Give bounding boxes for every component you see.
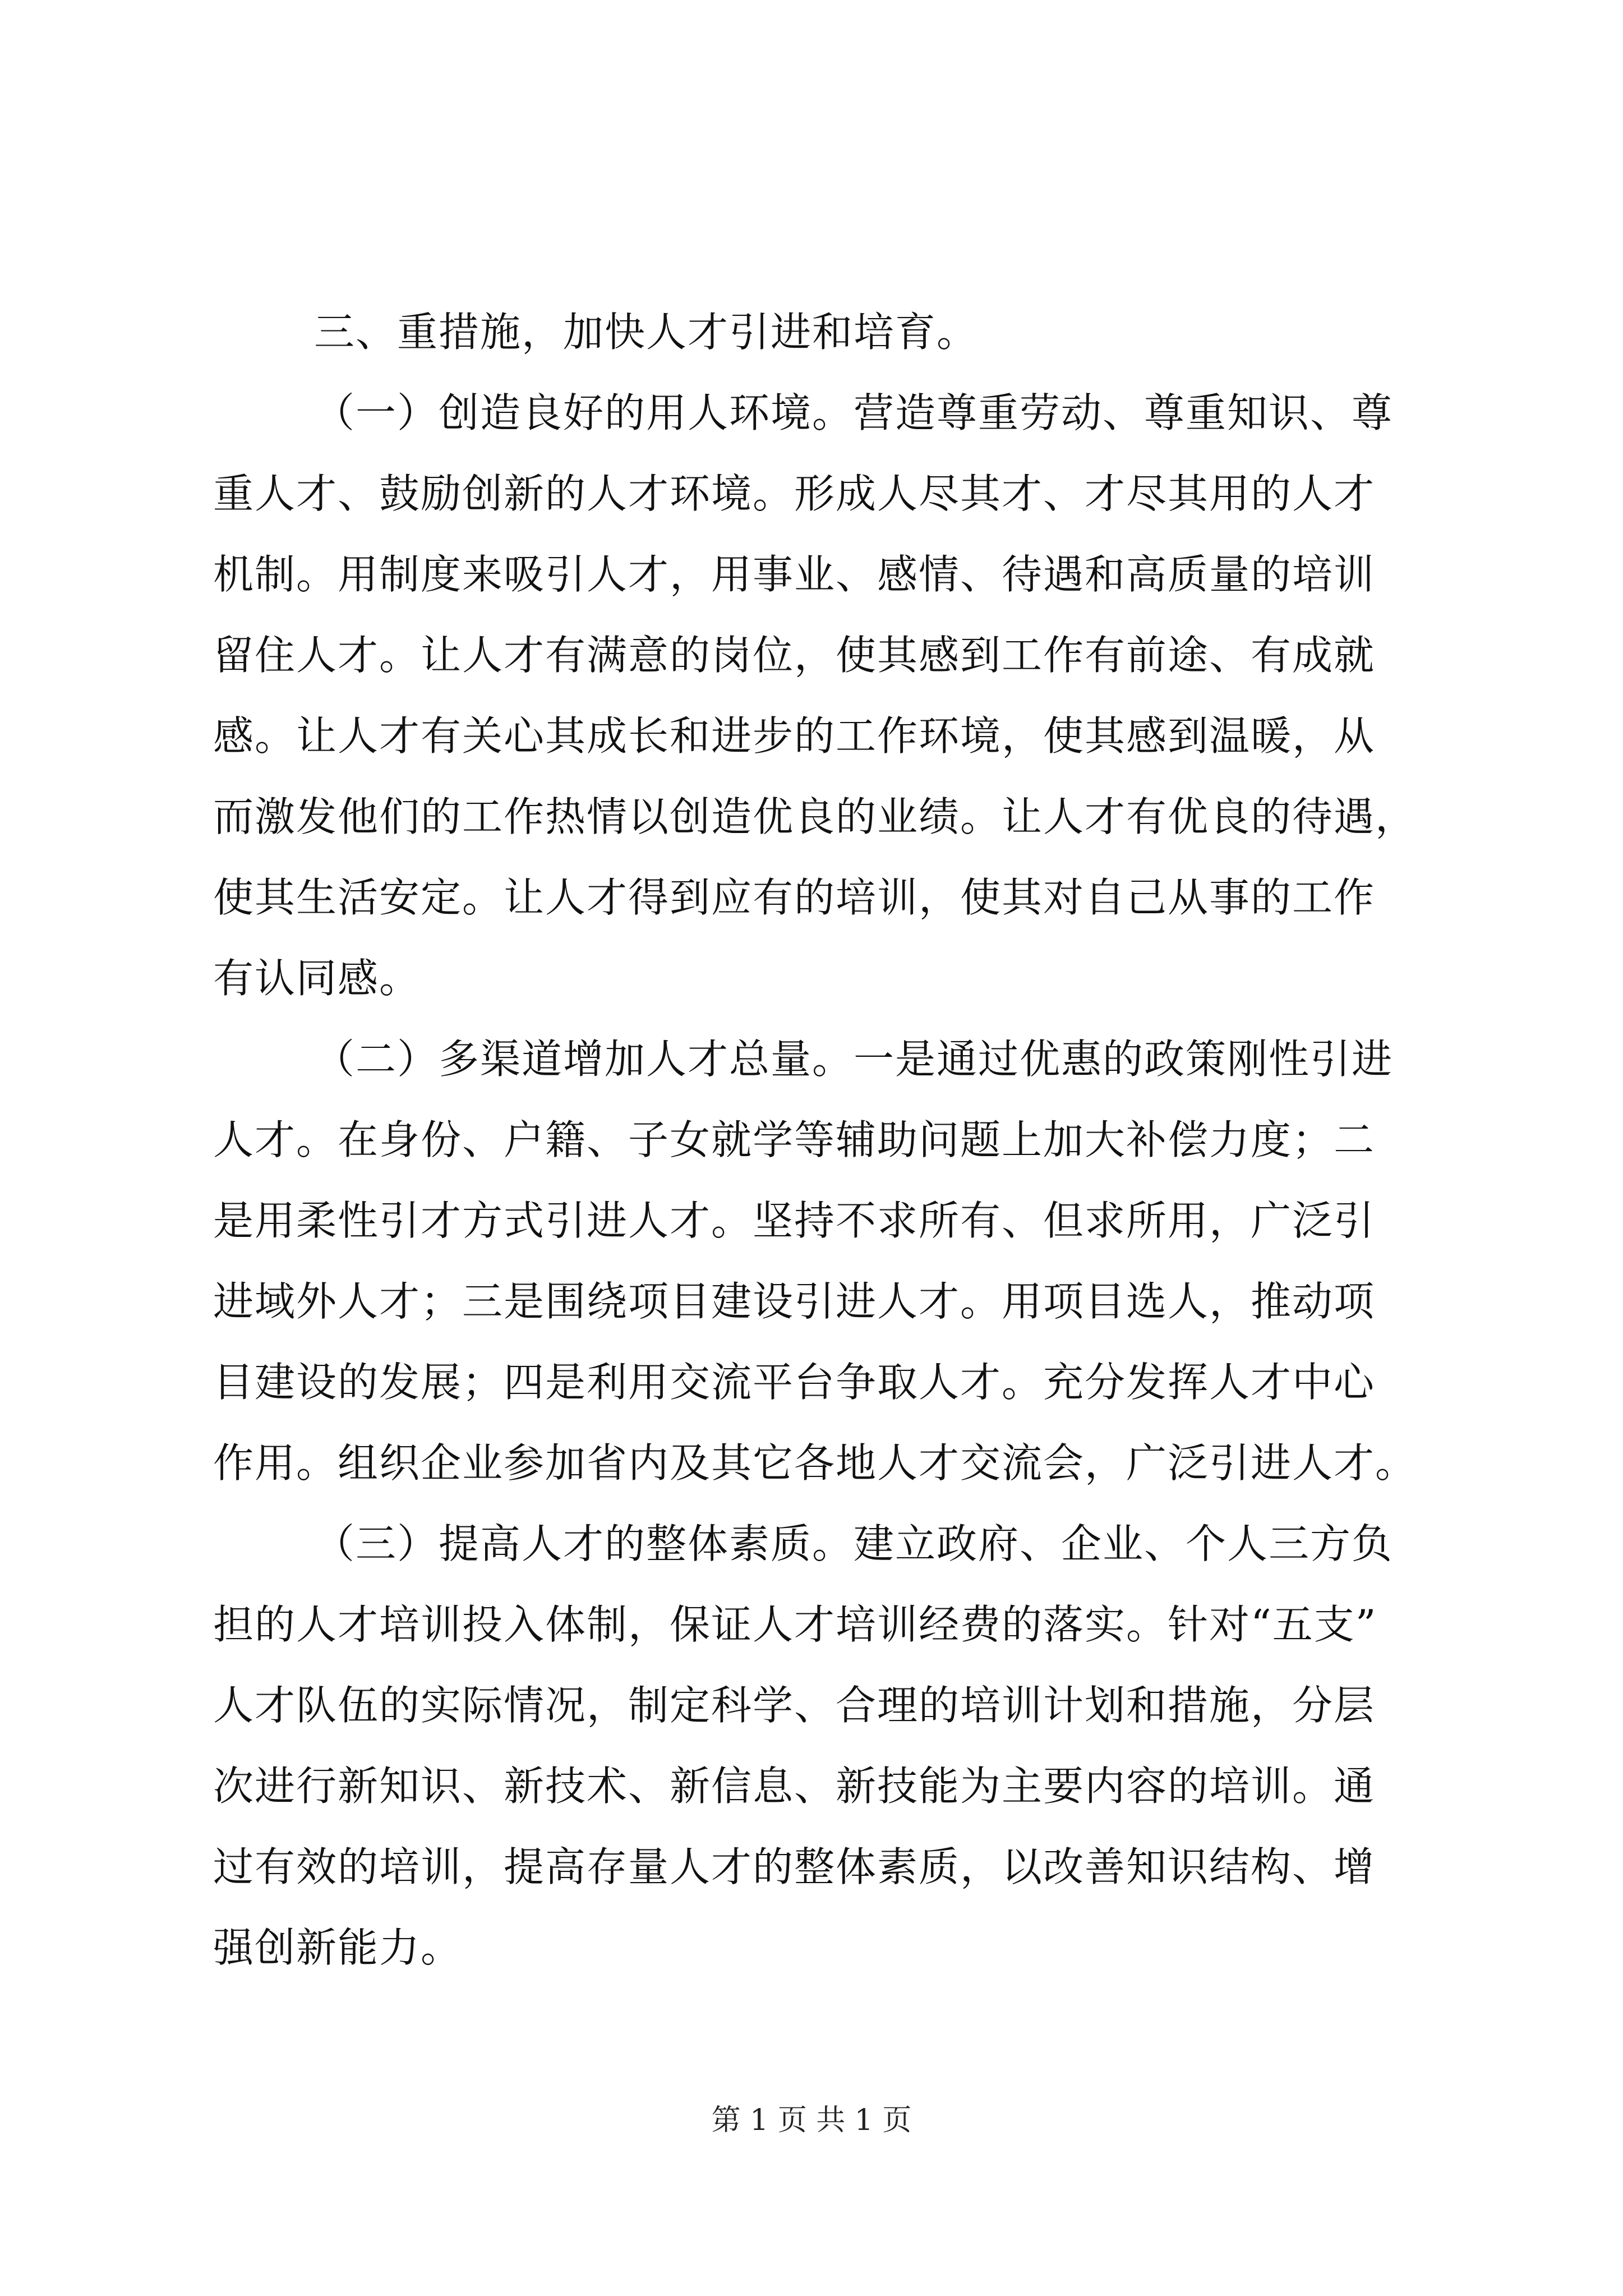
paragraph-1-line: 重人才、鼓励创新的人才环境。形成人尽其才、才尽其用的人才 <box>213 470 1376 517</box>
paragraph-2-line: 人才。在身份、户籍、子女就学等辅助问题上加大补偿力度；二 <box>213 1116 1376 1163</box>
paragraph-1-line: （一）创造良好的用人环境。营造尊重劳动、尊重知识、尊 <box>314 389 1394 436</box>
paragraph-1-line: 使其生活安定。让人才得到应有的培训，使其对自己从事的工作 <box>213 874 1376 921</box>
paragraph-1-line: 留住人才。让人才有满意的岗位，使其感到工作有前途、有成就 <box>213 632 1376 679</box>
paragraph-3-line: 过有效的培训，提高存量人才的整体素质，以改善知识结构、增 <box>213 1843 1376 1890</box>
paragraph-1-line: 感。让人才有关心其成长和进步的工作环境，使其感到温暖，从 <box>213 712 1376 760</box>
paragraph-1-line: 机制。用制度来吸引人才，用事业、感情、待遇和高质量的培训 <box>213 551 1376 598</box>
paragraph-2-line: 作用。组织企业参加省内及其它各地人才交流会，广泛引进人才。 <box>213 1439 1417 1487</box>
paragraph-3-line: 强创新能力。 <box>213 1924 463 1971</box>
paragraph-2-line: （二）多渠道增加人才总量。一是通过优惠的政策刚性引进 <box>314 1036 1394 1083</box>
paragraph-2-line: 是用柔性引才方式引进人才。坚持不求所有、但求所用，广泛引 <box>213 1197 1376 1244</box>
paragraph-3-line: （三）提高人才的整体素质。建立政府、企业、个人三方负 <box>314 1520 1394 1567</box>
paragraph-1-line: 有认同感。 <box>213 955 421 1002</box>
paragraph-2-line: 进域外人才；三是围绕项目建设引进人才。用项目选人，推动项 <box>213 1278 1376 1325</box>
paragraph-3-line: 次进行新知识、新技术、新信息、新技能为主要内容的培训。通 <box>213 1763 1376 1810</box>
section-heading: 三、重措施，加快人才引进和培育。 <box>314 309 979 356</box>
paragraph-3-line: 人才队伍的实际情况，制定科学、合理的培训计划和措施，分层 <box>213 1682 1376 1729</box>
page-footer: 第 1 页 共 1 页 <box>711 2104 912 2137</box>
document-body <box>213 292 1419 1988</box>
paragraph-1-line: 而激发他们的工作热情以创造优良的业绩。让人才有优良的待遇， <box>213 793 1417 840</box>
paragraph-3-line: 担的人才培训投入体制，保证人才培训经费的落实。针对“五支” <box>213 1601 1377 1648</box>
paragraph-2-line: 目建设的发展；四是利用交流平台争取人才。充分发挥人才中心 <box>213 1359 1376 1406</box>
